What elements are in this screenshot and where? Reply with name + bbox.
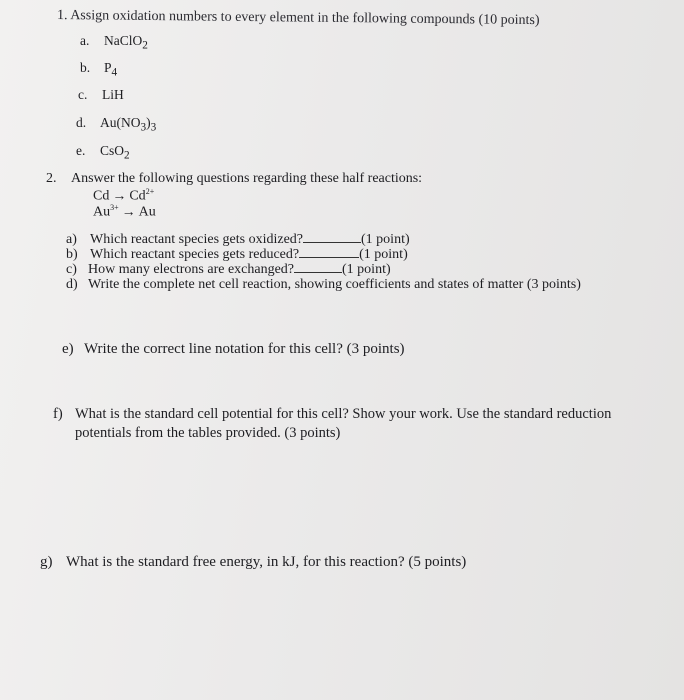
answer-blank[interactable] [294,261,342,273]
question-1-heading [57,8,540,29]
q1-item-d: d. $Au(NO_3)_3$ [76,115,157,134]
q2-part-a: a) Which reactant species gets oxidized? (1 point) [66,232,410,247]
q1-item-label: a. [80,33,90,48]
q1-item-a: a. NaClO$_2$ [80,33,148,52]
half-reaction-cd: $Cd \to Cd^{2+}$ [93,187,155,204]
question-2-number: 2. [46,171,57,186]
q2-part-d: d) Write the complete net cell reaction, showing coefficients and states of matter (3 points) [66,277,581,292]
q1-item-compound: CsO [100,143,125,158]
q1-item-label: d. [76,115,87,130]
q1-item-label: c. [78,87,88,102]
q1-item-label: e. [76,143,86,158]
q1-item-label: b. [80,60,91,75]
q2-part-b: b) Which reactant species gets reduced? (1 point) [66,247,408,262]
q1-item-compound: P [104,60,112,75]
question-2-heading [46,171,422,187]
reaction-arrow: → [121,204,136,220]
half-reaction-au: $Au^{3+} \to Au$ [93,203,156,220]
q1-item-c [78,87,124,103]
q1-item-e: e. CsO$_2$ [76,143,130,162]
q1-item-compound: LiH [102,87,124,102]
q2-part-f: f) What is the standard cell potential for this cell? Show your work. Use the standard reduction potentials from the tables provided. (3 points) [53,406,612,441]
q2-part-e: e) Write the correct line notation for this cell? (3 points) [62,341,405,357]
q1-item-compound: Au(NO [100,115,141,130]
answer-blank[interactable] [303,231,361,243]
q2-part-c: c) How many electrons are exchanged? (1 point) [66,262,391,277]
answer-blank[interactable] [299,246,359,258]
bleed-through-text [150,60,153,72]
question-1-number: 1. [56,8,68,24]
question-2-text: Answer the following questions regarding these half reactions: [71,171,423,186]
question-1-text: Assign oxidation numbers to every element in the following compounds (10 points) [70,8,540,29]
q1-item-b: b. $P_4$ [80,60,118,79]
q1-item-compound: NaClO [104,33,143,48]
q2-part-g: g) What is the standard free energy, in kJ, for this reaction? (5 points) [40,554,467,570]
reaction-arrow: → [112,188,127,204]
